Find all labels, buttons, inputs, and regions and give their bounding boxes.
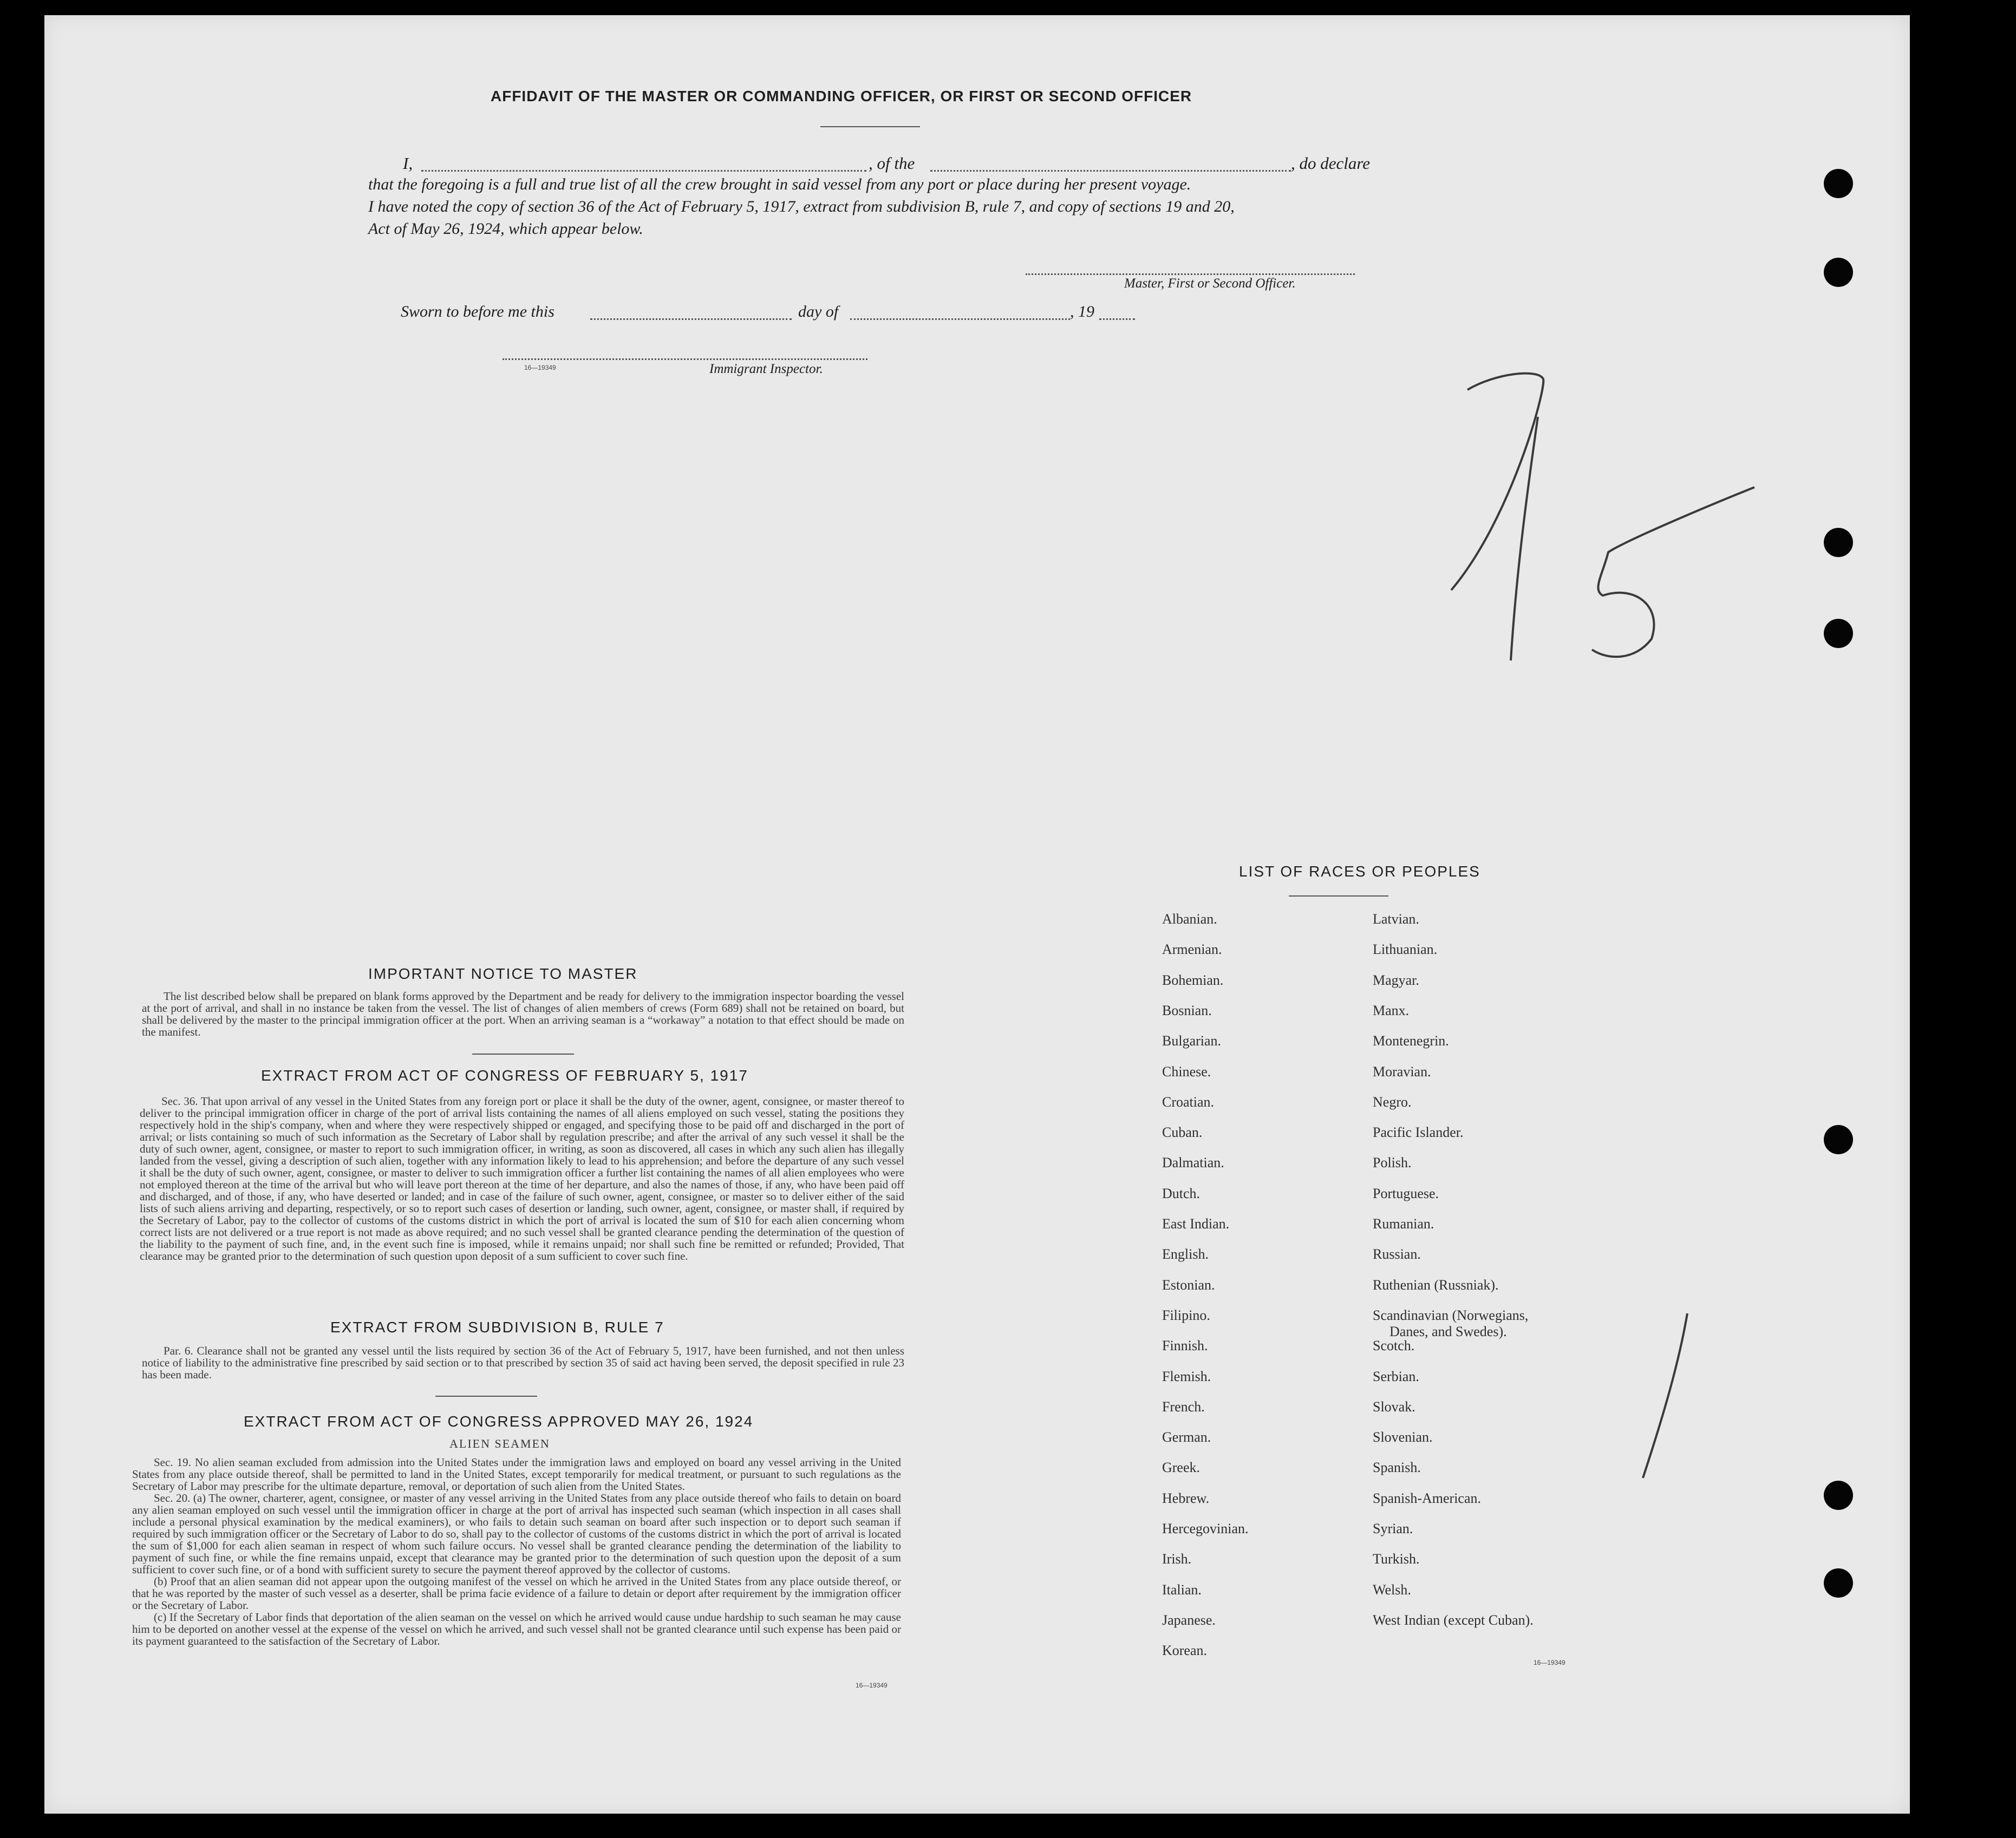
sworn-month-field[interactable] (850, 318, 1070, 320)
inspector-caption: Immigrant Inspector. (709, 362, 823, 376)
notice-paragraph: The list described below shall be prepared on blank forms approved by the Department and be ready for delivery to the immigration inspector boarding the vessel at the port of arrival, and shall in no instance be taken from the vessel. The list of changes of alien members of crews (Form 689) shall not be retained on board, but shall be delivered by the master to the principal immigration officer at the port. When an arriving seaman is a “workaway” a notation to that effect should be made on the manifest. (142, 990, 904, 1038)
binder-hole (1824, 258, 1853, 287)
race-item: Turkish. (1373, 1551, 1420, 1567)
rule7-title: EXTRACT FROM SUBDIVISION B, RULE 7 (330, 1319, 664, 1336)
sworn-day-of: day of (798, 303, 839, 320)
declare-i: I, (403, 154, 413, 173)
race-item: Finnish. (1162, 1338, 1208, 1354)
extract-1917-title: EXTRACT FROM ACT OF CONGRESS OF FEBRUARY 5, 1917 (261, 1067, 748, 1084)
sworn-year-field[interactable] (1099, 318, 1135, 320)
declare-do-declare: , do declare (1291, 154, 1371, 173)
race-item: Slovak. (1373, 1398, 1415, 1415)
race-item: Korean. (1162, 1643, 1208, 1659)
race-item: Pacific Islander. (1373, 1124, 1464, 1141)
extract-1924-body (132, 1456, 901, 1647)
binder-hole (1824, 619, 1853, 648)
extract-1924-title: EXTRACT FROM ACT OF CONGRESS APPROVED MAY 26, 1924 (244, 1413, 754, 1430)
race-item: East Indian. (1162, 1216, 1230, 1232)
race-item: West Indian (except Cuban). (1373, 1612, 1534, 1628)
race-item: Croatian. (1162, 1094, 1215, 1110)
race-item: Bohemian. (1162, 972, 1224, 988)
race-item: Rumanian. (1373, 1216, 1434, 1232)
handwritten-annotation (1430, 357, 1765, 693)
section-divider (435, 1396, 537, 1397)
vessel-field[interactable] (930, 170, 1291, 172)
race-item: Scandinavian (Norwegians, (1373, 1307, 1529, 1323)
binder-hole (1824, 1481, 1853, 1510)
signature-line[interactable] (1026, 273, 1355, 275)
affidavit-line: that the foregoing is a full and true list of all the crew brought in said vessel from any port or place during her present voyage. (368, 175, 1191, 193)
race-item: Dalmatian. (1162, 1155, 1224, 1171)
title-divider (820, 126, 920, 127)
sworn-year: , 19 (1070, 303, 1094, 320)
race-item: Chinese. (1162, 1063, 1211, 1080)
race-item: Latvian. (1373, 911, 1419, 927)
binder-hole (1824, 169, 1853, 198)
race-item: Dutch. (1162, 1185, 1201, 1201)
race-item: Japanese. (1162, 1612, 1216, 1628)
rule7-body (142, 1345, 904, 1381)
race-item: Manx. (1373, 1002, 1410, 1018)
race-item: Welsh. (1373, 1581, 1411, 1598)
race-item: Ruthenian (Russniak). (1373, 1277, 1499, 1293)
sworn-day-field[interactable] (590, 318, 792, 320)
race-item: Montenegrin. (1373, 1033, 1449, 1049)
form-number: 16—19349 (524, 364, 556, 371)
race-item: Spanish-American. (1373, 1490, 1482, 1506)
race-item: Italian. (1162, 1581, 1202, 1598)
race-item: Scotch. (1373, 1338, 1415, 1354)
race-item: French. (1162, 1398, 1205, 1415)
race-item: Bosnian. (1162, 1002, 1212, 1018)
race-item: Hercegovinian. (1162, 1521, 1249, 1536)
rule7-paragraph: Par. 6. Clearance shall not be granted any vessel until the lists required by section 36 of the Act of February 5, 1917, have been furnished, and not then unless notice of liability to the administrative fine prescribed by said section or to that prescribed by section 35 of said act having been served, the deposit specified in rule 23 has been made. (142, 1344, 904, 1381)
race-item: Irish. (1162, 1551, 1192, 1567)
race-item: Russian. (1373, 1246, 1421, 1263)
binder-hole (1824, 528, 1853, 557)
race-item: Slovenian. (1373, 1429, 1433, 1445)
affidavit-title: AFFIDAVIT OF THE MASTER OR COMMANDING OFFICER, OR FIRST OR SECOND OFFICER (491, 88, 1192, 104)
sworn-prefix: Sworn to before me this (401, 303, 554, 320)
notice-body (142, 990, 904, 1038)
extract-1917-body (140, 1095, 904, 1262)
notice-title: IMPORTANT NOTICE TO MASTER (368, 965, 638, 982)
affidavit-line: I have noted the copy of section 36 of the Act of February 5, 1917, extract from subdivision B, rule 7, and copy of sections 19 and 20, (368, 198, 1235, 215)
race-item: Danes, and Swedes). (1389, 1323, 1507, 1339)
name-field[interactable] (421, 170, 866, 172)
race-item: Magyar. (1373, 972, 1419, 988)
race-item: Cuban. (1162, 1124, 1203, 1141)
races-title: LIST OF RACES OR PEOPLES (1239, 863, 1480, 880)
form-number: 16—19349 (1534, 1659, 1565, 1666)
extract-1924-paragraph: Sec. 19. No alien seaman excluded from admission into the United States under the immigration laws and employed on board any vessel arriving in the United States from any place outside thereof, shall be permitted to land in the United States, except temporarily for medical treatment, or pursuant to such regulations as the Secretary of Labor may prescribe for the ultimate departure, removal, or deportation of such alien from the United States. (132, 1456, 901, 1493)
extract-1917-paragraph: Sec. 36. That upon arrival of any vessel in the United States from any foreign port or place it shall be the duty of the owner, agent, consignee, or master thereof to deliver to the principal immigration officer in charge of the port of arrival lists containing the names of all aliens employed on such vessel, stating the positions they respectively hold in the ship's company, when and where they were respectively shipped or engaged, and specifying those to be paid off and discharged in the port of arrival; or lists containing so much of such information as the Secretary of Labor shall by regulation prescribe; and after the arrival of any such vessel it shall be the duty of such owner, agent, consignee, or master to report to such immigration officer, in writing, as soon as discovered, all cases in which any such alien has illegally landed from the vessel, giving a description of such alien, together with any information likely to lead to his apprehension; and before the departure of any such vessel it shall be the duty of such owner, agent, consignee, or master to deliver to such immigration officer a further list containing the names of all alien employees who were not employed thereon at the time of the arrival but who will leave port thereon at the time of her departure, and also the names of those, if any, who have been paid off and discharged, and of those, if any, who have deserted or landed; and in case of the failure of such owner, agent, consignee, or master so to deliver either of the said lists of such aliens arriving and departing, respectively, or so to report such cases of desertion or landing, such owner, agent, consignee, or master shall, if required by the Secretary of Labor, pay to the collector of customs of the customs district in which the port of arrival is located the sum of $10 for each alien concerning whom correct lists are not delivered or a true report is not made as above required; and no such vessel shall be granted clearance pending the determination of the question of the liability to the payment of such fine, and, in the event such fine is imposed, while it remains unpaid; nor shall such fine be remitted or refunded; Provided, That clearance may be granted prior to the determination of such question upon deposit of a sum sufficient to cover such fine. (140, 1095, 904, 1263)
race-item: Estonian. (1162, 1277, 1215, 1293)
race-item: Moravian. (1373, 1063, 1431, 1080)
race-item: Albanian. (1162, 911, 1217, 927)
race-item: Negro. (1373, 1094, 1412, 1110)
race-item: Portuguese. (1373, 1185, 1439, 1201)
section-divider (472, 1054, 574, 1055)
race-item: English. (1162, 1246, 1209, 1263)
extract-1924-subtitle: ALIEN SEAMEN (449, 1437, 550, 1450)
race-item: Hebrew. (1162, 1490, 1210, 1506)
binder-hole (1824, 1568, 1853, 1598)
section-divider (1289, 895, 1388, 897)
extract-1924-paragraph: (b) Proof that an alien seaman did not appear upon the outgoing manifest of the vessel on which he arrived in the United States from any place outside thereof, or that he was reported by the master of such vessel as a deserter, shall be prima facie evidence of a failure to detain or deport after requirement by the immigration officer or the Secretary of Labor. (132, 1575, 901, 1612)
race-item: Filipino. (1162, 1307, 1210, 1323)
race-item: Greek. (1162, 1460, 1201, 1476)
race-item: Lithuanian. (1373, 941, 1438, 958)
race-item: Armenian. (1162, 941, 1222, 958)
race-item: Flemish. (1162, 1368, 1211, 1384)
declare-of-the: , of the (869, 154, 915, 173)
extract-1924-paragraph: (c) If the Secretary of Labor finds that deportation of the alien seaman on the vessel on which he arrived would cause undue hardship to such seaman he may cause him to be deported on another vessel at the expense of the vessel on which he arrived, and such vessel shall not be granted clearance until such expense has been paid or its payment guaranteed to the satisfaction of the Secretary of Labor. (132, 1611, 901, 1647)
form-number: 16—19349 (856, 1682, 888, 1689)
affidavit-line: Act of May 26, 1924, which appear below. (368, 220, 643, 238)
race-item: Bulgarian. (1162, 1033, 1222, 1049)
race-item: Polish. (1373, 1155, 1412, 1171)
handwritten-mark (1635, 1310, 1700, 1483)
signature-caption: Master, First or Second Officer. (1124, 276, 1296, 291)
race-item: German. (1162, 1429, 1211, 1445)
binder-hole (1824, 1125, 1853, 1154)
race-item: Serbian. (1373, 1368, 1419, 1384)
extract-1924-paragraph: Sec. 20. (a) The owner, charterer, agent, consignee, or master of any vessel arriving in the United States from any place outside thereof who fails to detain on board any alien seaman employed on such vessel until the immigration officer in charge at the port of arrival has inspected such seaman (which inspection in all cases shall include a personal physical examination by the medical examiners), or who fails to detain such seaman on board after such inspection or to deport such seaman if required by such immigration officer or the Secretary of Labor to do so, shall pay to the collector of customs of the customs district in which the port of arrival is located the sum of $1,000 for each alien seaman in respect of whom such failure occurs. No vessel shall be granted clearance pending the determination of the liability to payment of such fine, or while the fine remains unpaid, except that clearance may be granted prior to the determination of such question upon the deposit of a sum sufficient to cover such fine, or of a bond with sufficient surety to secure the payment thereof approved by the collector of customs. (132, 1492, 901, 1576)
race-item: Spanish. (1373, 1460, 1421, 1476)
inspector-signature-line[interactable] (503, 358, 867, 360)
race-item: Syrian. (1373, 1521, 1413, 1536)
